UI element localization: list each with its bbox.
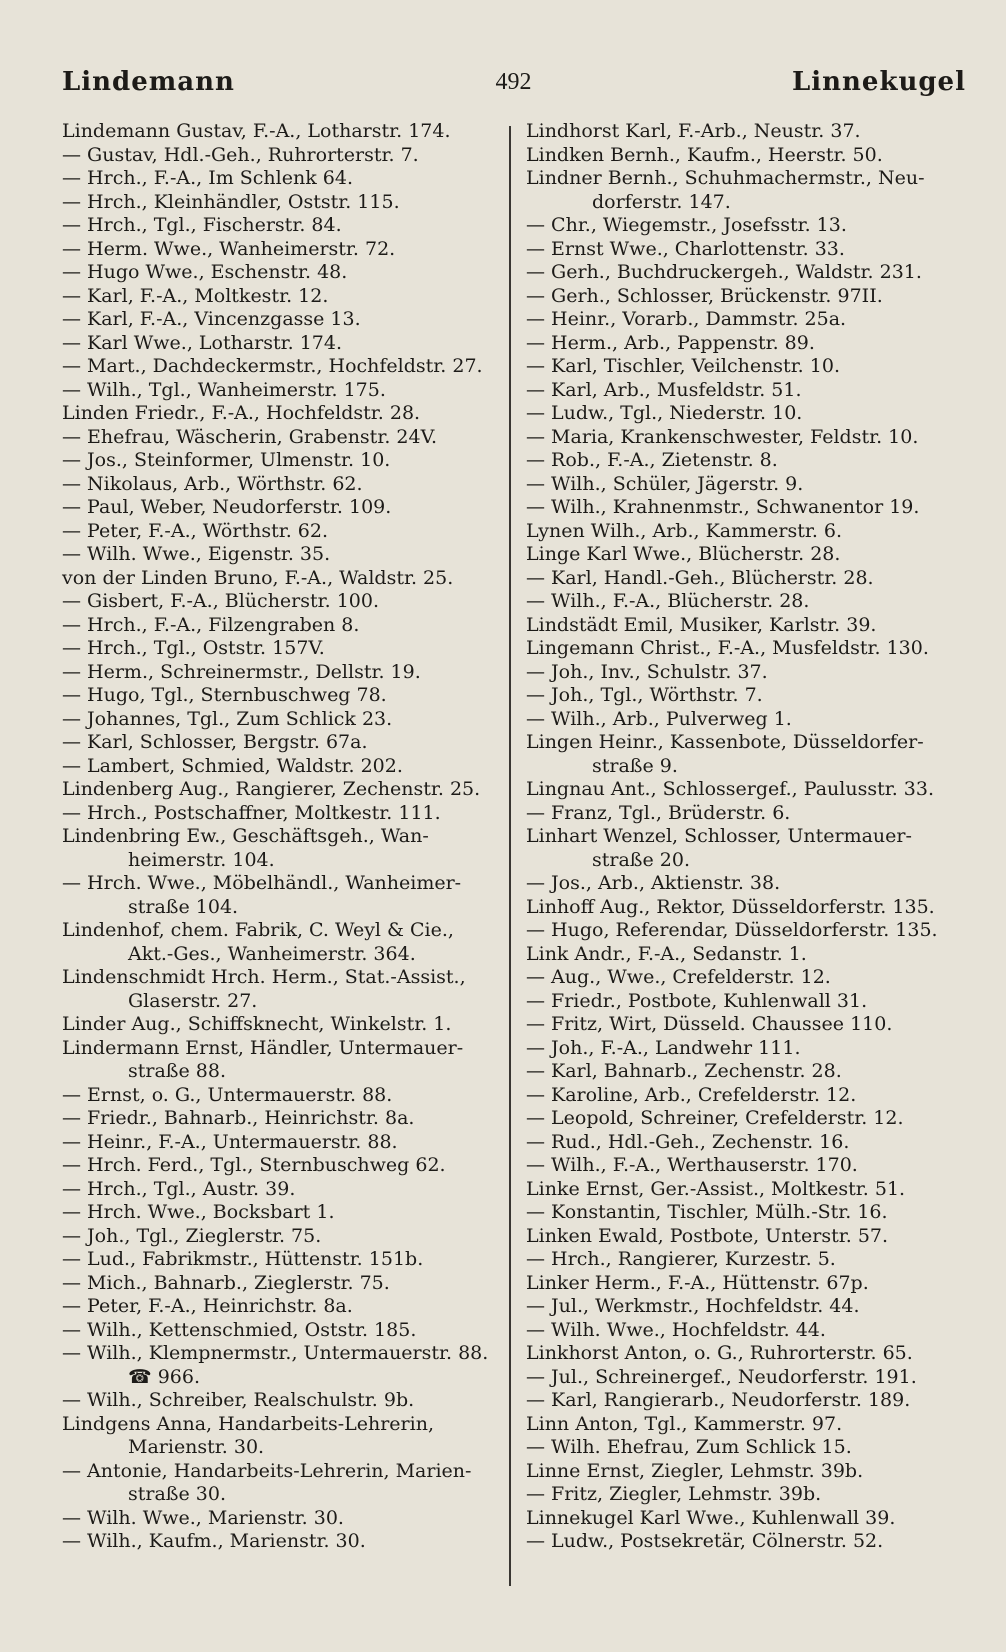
directory-entry xyxy=(526,332,974,356)
entry-line: — Hrch. Ferd., Tgl., Sternbuschweg 62. xyxy=(62,1154,446,1176)
directory-entry xyxy=(526,261,974,285)
directory-entry xyxy=(62,496,494,520)
directory-entry xyxy=(526,637,974,661)
entry-line: — Lud., Fabrikmstr., Hüttenstr. 151b. xyxy=(62,1248,424,1270)
entry-line: — Antonie, Handarbeits-Lehrerin, Marien- xyxy=(62,1459,472,1482)
directory-entry xyxy=(62,684,494,708)
entry-line: — Mart., Dachdeckermstr., Hochfeldstr. 27. xyxy=(62,355,483,377)
entry-line: — Hrch., F.-A., Filzengraben 8. xyxy=(62,613,360,636)
directory-entry xyxy=(526,708,974,732)
directory-entry xyxy=(62,755,494,779)
entry-line: — Wilh. Wwe., Marienstr. 30. xyxy=(62,1506,344,1529)
directory-entry xyxy=(62,731,494,755)
entry-continuation: straße 88. xyxy=(128,1060,226,1082)
directory-entry xyxy=(526,1436,974,1460)
entry-line: — Wilh., Schüler, Jägerstr. 9. xyxy=(526,472,804,495)
entry-line: — Heinr., F.-A., Untermauerstr. 88. xyxy=(62,1130,398,1153)
entry-line: Lindemann Gustav, F.-A., Lotharstr. 174. xyxy=(62,120,451,142)
entry-line: — Jul., Werkmstr., Hochfeldstr. 44. xyxy=(526,1295,860,1317)
directory-entry xyxy=(62,1154,494,1178)
entry-line: Lynen Wilh., Arb., Kammerstr. 6. xyxy=(526,519,843,542)
directory-entry xyxy=(526,1084,974,1108)
directory-entry xyxy=(526,1319,974,1343)
directory-entry xyxy=(62,966,494,1013)
directory-entry xyxy=(526,731,974,778)
directory-entry xyxy=(62,238,494,262)
directory-entry xyxy=(62,637,494,661)
entry-line: — Joh., F.-A., Landwehr 111. xyxy=(526,1036,801,1059)
entry-line: — Gustav, Hdl.-Geh., Ruhrorterstr. 7. xyxy=(62,143,419,166)
directory-entry xyxy=(62,802,494,826)
entry-line: — Joh., Tgl., Wörthstr. 7. xyxy=(526,684,763,706)
directory-entry xyxy=(526,825,974,872)
entry-line: — Peter, F.-A., Wörthstr. 62. xyxy=(62,519,328,542)
directory-entry xyxy=(526,379,974,403)
entry-line: — Hugo, Tgl., Sternbuschweg 78. xyxy=(62,684,387,706)
directory-entry xyxy=(526,1366,974,1390)
entry-line: Lingnau Ant., Schlossergef., Paulusstr. 33. xyxy=(526,778,934,800)
left-column xyxy=(62,120,494,1554)
directory-entry xyxy=(62,919,494,966)
directory-entry xyxy=(62,543,494,567)
entry-line: — Wilh., Arb., Pulverweg 1. xyxy=(526,707,792,730)
entry-line: — Hrch., Rangierer, Kurzestr. 5. xyxy=(526,1248,836,1270)
directory-entry xyxy=(526,402,974,426)
entry-line: — Herm., Arb., Pappenstr. 89. xyxy=(526,331,815,354)
directory-entry xyxy=(62,1460,494,1507)
directory-entry xyxy=(526,1389,974,1413)
entry-line: — Hrch., F.-A., Im Schlenk 64. xyxy=(62,167,353,189)
entry-continuation: Glaserstr. 27. xyxy=(128,989,258,1012)
entry-line: — Wilh., Klempnermstr., Untermauerstr. 88. xyxy=(62,1342,489,1364)
directory-entry xyxy=(62,144,494,168)
directory-entry xyxy=(526,1483,974,1507)
entry-line: — Nikolaus, Arb., Wörthstr. 62. xyxy=(62,472,363,495)
entry-line: — Hrch., Tgl., Austr. 39. xyxy=(62,1177,296,1200)
entry-line: — Ludw., Postsekretär, Cölnerstr. 52. xyxy=(526,1530,884,1552)
entry-line: — Wilh., Tgl., Wanheimerstr. 175. xyxy=(62,378,386,401)
directory-entry xyxy=(62,308,494,332)
directory-entry xyxy=(526,1460,974,1484)
entry-line: — Rob., F.-A., Zietenstr. 8. xyxy=(526,449,778,471)
entry-line: — Maria, Krankenschwester, Feldstr. 10. xyxy=(526,425,919,448)
entry-line: Linken Ewald, Postbote, Unterstr. 57. xyxy=(526,1224,889,1247)
entry-line: Lindenberg Aug., Rangierer, Zechenstr. 25. xyxy=(62,778,481,800)
entry-line: — Hrch., Postschaffner, Moltkestr. 111. xyxy=(62,801,441,824)
directory-entry xyxy=(526,426,974,450)
entry-line: — Karl, Arb., Musfeldstr. 51. xyxy=(526,378,802,401)
directory-entry xyxy=(526,1507,974,1531)
entry-line: — Wilh., F.-A., Werthauserstr. 170. xyxy=(526,1154,858,1176)
entry-line: — Karl, F.-A., Vincenzgasse 13. xyxy=(62,308,361,330)
entry-line: — Gisbert, F.-A., Blücherstr. 100. xyxy=(62,590,380,612)
entry-line: — Karl, Bahnarb., Zechenstr. 28. xyxy=(526,1060,842,1082)
entry-line: — Hrch. Wwe., Möbelhändl., Wanheimer- xyxy=(62,872,462,894)
directory-entry xyxy=(62,778,494,802)
directory-entry xyxy=(62,1037,494,1084)
entry-line: Link Andr., F.-A., Sedanstr. 1. xyxy=(526,942,807,965)
directory-entry xyxy=(526,1131,974,1155)
directory-entry xyxy=(526,1295,974,1319)
directory-entry xyxy=(526,120,974,144)
directory-entry xyxy=(526,661,974,685)
entry-line: — Joh., Tgl., Zieglerstr. 75. xyxy=(62,1224,322,1247)
directory-entry xyxy=(62,708,494,732)
directory-entry xyxy=(526,1530,974,1554)
entry-line: Linn Anton, Tgl., Kammerstr. 97. xyxy=(526,1412,843,1435)
entry-line: — Wilh., Krahnenmstr., Schwanentor 19. xyxy=(526,496,920,518)
directory-entry xyxy=(526,355,974,379)
directory-entry xyxy=(62,355,494,379)
entry-line: — Konstantin, Tischler, Mülh.-Str. 16. xyxy=(526,1201,888,1223)
directory-entry xyxy=(62,1225,494,1249)
entry-line: — Mich., Bahnarb., Zieglerstr. 75. xyxy=(62,1271,390,1294)
directory-entry xyxy=(62,614,494,638)
directory-entry xyxy=(62,285,494,309)
entry-line: — Wilh., F.-A., Blücherstr. 28. xyxy=(526,590,810,612)
directory-entry xyxy=(526,214,974,238)
directory-entry xyxy=(62,1107,494,1131)
directory-entry xyxy=(526,238,974,262)
entry-line: — Wilh. Wwe., Hochfeldstr. 44. xyxy=(526,1318,826,1341)
directory-entry xyxy=(526,1225,974,1249)
entry-line: — Fritz, Ziegler, Lehmstr. 39b. xyxy=(526,1483,822,1505)
directory-entry xyxy=(526,684,974,708)
directory-entry xyxy=(526,1013,974,1037)
directory-entry xyxy=(62,332,494,356)
entry-line: — Karl, Tischler, Veilchenstr. 10. xyxy=(526,355,840,377)
entry-line: — Paul, Weber, Neudorferstr. 109. xyxy=(62,496,392,518)
entry-line: Linge Karl Wwe., Blücherstr. 28. xyxy=(526,543,841,565)
entry-line: — Karl, Rangierarb., Neudorferstr. 189. xyxy=(526,1389,911,1411)
entry-continuation: straße 20. xyxy=(592,848,690,871)
header-right-keyword: Linnekugel xyxy=(791,67,966,97)
entry-line: Lindenhof, chem. Fabrik, C. Weyl & Cie., xyxy=(62,919,454,941)
directory-entry xyxy=(62,1295,494,1319)
entry-line: — Gerh., Buchdruckergeh., Waldstr. 231. xyxy=(526,261,922,283)
directory-entry xyxy=(62,1248,494,1272)
directory-entry xyxy=(62,590,494,614)
entry-line: — Hrch. Wwe., Bocksbart 1. xyxy=(62,1201,335,1223)
directory-entry xyxy=(62,449,494,473)
entry-line: — Friedr., Postbote, Kuhlenwall 31. xyxy=(526,989,868,1012)
entry-line: — Wilh., Kaufm., Marienstr. 30. xyxy=(62,1530,366,1552)
entry-line: — Rud., Hdl.-Geh., Zechenstr. 16. xyxy=(526,1130,850,1153)
entry-continuation: Akt.-Ges., Wanheimerstr. 364. xyxy=(128,942,416,965)
entry-line: — Peter, F.-A., Heinrichstr. 8a. xyxy=(62,1295,353,1317)
entry-line: Lingemann Christ., F.-A., Musfeldstr. 130. xyxy=(526,637,929,659)
entry-line: — Hugo Wwe., Eschenstr. 48. xyxy=(62,261,348,283)
entry-line: Linne Ernst, Ziegler, Lehmstr. 39b. xyxy=(526,1459,864,1482)
entry-line: — Chr., Wiegemstr., Josefsstr. 13. xyxy=(526,214,847,236)
directory-entry xyxy=(526,567,974,591)
directory-entry xyxy=(526,496,974,520)
entry-continuation: straße 9. xyxy=(592,754,678,777)
entry-line: Lindenschmidt Hrch. Herm., Stat.-Assist., xyxy=(62,966,466,988)
entry-line: Lindken Bernh., Kaufm., Heerstr. 50. xyxy=(526,143,883,166)
directory-entry xyxy=(526,167,974,214)
directory-entry xyxy=(526,1342,974,1366)
entry-line: — Hugo, Referendar, Düsseldorferstr. 135. xyxy=(526,919,938,941)
directory-entry xyxy=(62,825,494,872)
entry-line: Lindner Bernh., Schuhmachermstr., Neu- xyxy=(526,167,925,189)
entry-line: Lindstädt Emil, Musiker, Karlstr. 39. xyxy=(526,613,877,636)
entry-line: — Hrch., Kleinhändler, Oststr. 115. xyxy=(62,190,400,213)
directory-entry xyxy=(526,1037,974,1061)
right-column xyxy=(526,120,974,1554)
directory-entry xyxy=(526,896,974,920)
entry-line: — Herm., Schreinermstr., Dellstr. 19. xyxy=(62,660,421,683)
entry-line: Lingen Heinr., Kassenbote, Düsseldorfer- xyxy=(526,731,924,753)
directory-entry xyxy=(62,1389,494,1413)
entry-line: — Wilh., Kettenschmied, Oststr. 185. xyxy=(62,1318,417,1341)
entry-line: — Herm. Wwe., Wanheimerstr. 72. xyxy=(62,237,396,260)
directory-entry xyxy=(62,1013,494,1037)
entry-continuation: straße 104. xyxy=(128,895,239,918)
entry-line: Linnekugel Karl Wwe., Kuhlenwall 39. xyxy=(526,1506,896,1529)
entry-line: — Ludw., Tgl., Niederstr. 10. xyxy=(526,402,803,424)
directory-entry xyxy=(62,1084,494,1108)
column-divider xyxy=(509,126,511,1586)
directory-entry xyxy=(62,120,494,144)
entry-line: Linhoff Aug., Rektor, Düsseldorferstr. 135. xyxy=(526,895,935,918)
directory-entry xyxy=(62,1178,494,1202)
directory-entry xyxy=(526,1060,974,1084)
directory-entry xyxy=(62,1342,494,1389)
entry-line: — Johannes, Tgl., Zum Schlick 23. xyxy=(62,707,393,730)
entry-line: — Karl, Handl.-Geh., Blücherstr. 28. xyxy=(526,566,874,589)
directory-entry xyxy=(62,1201,494,1225)
directory-entry xyxy=(62,1413,494,1460)
directory-entry xyxy=(526,1272,974,1296)
directory-entry xyxy=(62,426,494,450)
entry-line: — Joh., Inv., Schulstr. 37. xyxy=(526,660,768,683)
page-number: 492 xyxy=(495,68,532,95)
entry-line: — Wilh., Schreiber, Realschulstr. 9b. xyxy=(62,1389,415,1411)
directory-entry xyxy=(526,614,974,638)
entry-continuation: ☎ 966. xyxy=(128,1365,201,1388)
directory-entry xyxy=(526,943,974,967)
entry-line: — Gerh., Schlosser, Brückenstr. 97II. xyxy=(526,284,883,307)
directory-entry xyxy=(62,520,494,544)
directory-entry xyxy=(526,778,974,802)
entry-line: — Karoline, Arb., Crefelderstr. 12. xyxy=(526,1083,857,1106)
entry-line: — Ernst Wwe., Charlottenstr. 33. xyxy=(526,237,845,260)
entry-line: — Ernst, o. G., Untermauerstr. 88. xyxy=(62,1083,393,1106)
entry-line: — Aug., Wwe., Crefelderstr. 12. xyxy=(526,966,831,988)
entry-line: Lindhorst Karl, F.-Arb., Neustr. 37. xyxy=(526,120,861,142)
directory-entry xyxy=(62,261,494,285)
directory-entry xyxy=(526,1107,974,1131)
directory-entry xyxy=(526,449,974,473)
directory-entry xyxy=(526,473,974,497)
entry-line: Linke Ernst, Ger.-Assist., Moltkestr. 51. xyxy=(526,1177,906,1200)
directory-entry xyxy=(62,214,494,238)
entry-continuation: dorferstr. 147. xyxy=(592,190,731,213)
directory-entry xyxy=(526,802,974,826)
page-header xyxy=(62,62,966,102)
entry-line: — Jos., Arb., Aktienstr. 38. xyxy=(526,872,781,894)
entry-line: — Hrch., Tgl., Fischerstr. 84. xyxy=(62,214,342,236)
directory-entry xyxy=(526,1413,974,1437)
directory-entry xyxy=(526,872,974,896)
entry-continuation: Marienstr. 30. xyxy=(128,1436,265,1458)
entry-line: — Hrch., Tgl., Oststr. 157V. xyxy=(62,637,325,659)
entry-continuation: straße 30. xyxy=(128,1483,226,1505)
entry-line: Lindenbring Ew., Geschäftsgeh., Wan- xyxy=(62,825,429,847)
entry-line: — Fritz, Wirt, Düsseld. Chaussee 110. xyxy=(526,1013,893,1035)
entry-line: — Franz, Tgl., Brüderstr. 6. xyxy=(526,801,791,824)
directory-entry xyxy=(526,1201,974,1225)
entry-line: — Karl, Schlosser, Bergstr. 67a. xyxy=(62,731,368,753)
entry-line: Linkhorst Anton, o. G., Ruhrorterstr. 65. xyxy=(526,1342,913,1364)
directory-entry xyxy=(526,590,974,614)
directory-entry xyxy=(62,661,494,685)
directory-entry xyxy=(526,1154,974,1178)
entry-line: — Karl Wwe., Lotharstr. 174. xyxy=(62,331,343,354)
directory-entry xyxy=(62,567,494,591)
directory-entry xyxy=(526,1178,974,1202)
entry-line: — Ehefrau, Wäscherin, Grabenstr. 24V. xyxy=(62,425,438,448)
directory-entry xyxy=(62,167,494,191)
entry-line: — Lambert, Schmied, Waldstr. 202. xyxy=(62,754,403,777)
entry-line: — Jos., Steinformer, Ulmenstr. 10. xyxy=(62,449,391,471)
directory-entry xyxy=(62,1272,494,1296)
directory-entry xyxy=(62,379,494,403)
entry-line: von der Linden Bruno, F.-A., Waldstr. 25. xyxy=(62,566,454,589)
entry-line: — Karl, F.-A., Moltkestr. 12. xyxy=(62,284,329,307)
entry-continuation: heimerstr. 104. xyxy=(128,848,275,871)
entry-line: — Wilh. Wwe., Eigenstr. 35. xyxy=(62,543,331,565)
directory-entry xyxy=(526,1248,974,1272)
directory-entry xyxy=(526,308,974,332)
directory-entry xyxy=(62,1131,494,1155)
directory-entry xyxy=(62,1530,494,1554)
directory-entry xyxy=(526,285,974,309)
entry-line: Linder Aug., Schiffsknecht, Winkelstr. 1. xyxy=(62,1013,452,1035)
directory-entry xyxy=(526,520,974,544)
entry-line: — Friedr., Bahnarb., Heinrichstr. 8a. xyxy=(62,1107,415,1129)
directory-entry xyxy=(62,191,494,215)
directory-entry xyxy=(62,872,494,919)
header-left-keyword: Lindemann xyxy=(62,67,235,97)
entry-line: — Leopold, Schreiner, Crefelderstr. 12. xyxy=(526,1107,904,1129)
directory-entry xyxy=(526,919,974,943)
directory-entry xyxy=(526,990,974,1014)
directory-entry xyxy=(526,144,974,168)
entry-line: Linden Friedr., F.-A., Hochfeldstr. 28. xyxy=(62,402,421,424)
entry-line: Lindgens Anna, Handarbeits-Lehrerin, xyxy=(62,1412,434,1435)
directory-entry xyxy=(526,543,974,567)
entry-line: Linker Herm., F.-A., Hüttenstr. 67p. xyxy=(526,1271,869,1294)
entry-line: Linhart Wenzel, Schlosser, Untermauer- xyxy=(526,825,912,847)
entry-line: Lindermann Ernst, Händler, Untermauer- xyxy=(62,1036,464,1059)
directory-entry xyxy=(62,1319,494,1343)
entry-line: — Heinr., Vorarb., Dammstr. 25a. xyxy=(526,308,847,330)
directory-entry xyxy=(62,473,494,497)
entry-line: — Jul., Schreinergef., Neudorferstr. 191. xyxy=(526,1365,917,1388)
directory-entry xyxy=(62,402,494,426)
entry-line: — Wilh. Ehefrau, Zum Schlick 15. xyxy=(526,1436,852,1458)
directory-entry xyxy=(62,1507,494,1531)
directory-entry xyxy=(526,966,974,990)
